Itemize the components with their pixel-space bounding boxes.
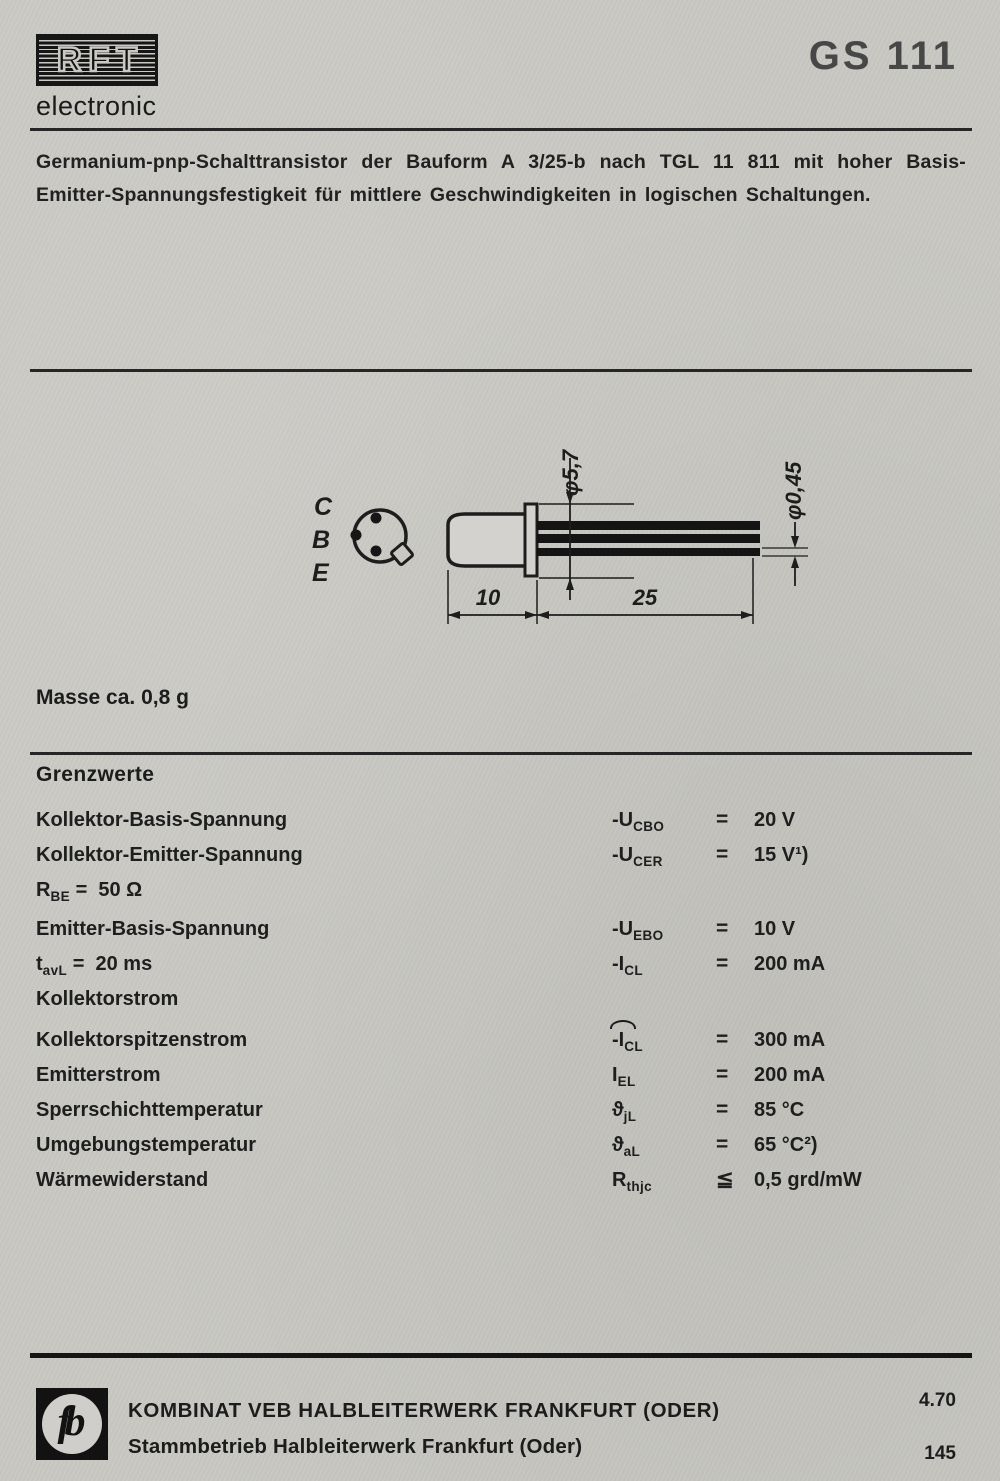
rft-logo-subtitle: electronic	[36, 91, 157, 121]
limit-relation: =	[716, 917, 729, 940]
limit-value: 300 mA	[754, 1029, 826, 1051]
transistor-flange	[525, 504, 537, 576]
limit-row	[36, 985, 970, 1013]
limit-row	[36, 1096, 970, 1131]
dim-arrow	[741, 611, 753, 619]
rft-logo	[36, 34, 158, 122]
pin-label-collector: C	[314, 493, 333, 521]
dim-arrow	[525, 611, 537, 619]
limit-label: Kollektorstrom	[36, 988, 179, 1010]
header-divider	[30, 128, 972, 131]
limit-relation: =	[716, 952, 729, 975]
footer-edition-date: 4.70	[919, 1390, 956, 1411]
limit-row	[36, 1131, 970, 1166]
limits-divider	[30, 752, 972, 755]
footer-company-line2: Stammbetrieb Halbleiterwerk Frankfurt (Oder)	[128, 1435, 583, 1458]
limit-value: 200 mA	[754, 1064, 826, 1086]
limit-condition-row	[36, 876, 970, 911]
limit-label: Umgebungstemperatur	[36, 1134, 257, 1156]
dim-label-lead-length: 25	[632, 585, 658, 610]
limit-symbol: $I_{EL}$	[612, 1064, 636, 1089]
limit-label: Kollektor-Basis-Spannung	[36, 809, 288, 831]
rft-logo-box	[36, 34, 158, 86]
limit-symbol: $ϑ_{aL}$	[612, 1134, 641, 1159]
mass-note: Masse ca. 0,8 g	[36, 686, 189, 709]
peak-hat-mark	[610, 1020, 636, 1029]
limit-condition: $t_{avL} = 20$ ms	[36, 953, 153, 978]
dim-arrow	[537, 611, 549, 619]
limit-row	[36, 841, 970, 876]
hfo-logo-circle	[42, 1394, 102, 1454]
limit-label: Kollektor-Emitter-Spannung	[36, 844, 303, 866]
section-divider-top	[30, 369, 972, 372]
dim-arrow	[566, 578, 574, 590]
limit-symbol: $-U_{EBO}$	[612, 918, 664, 943]
limit-row	[36, 1061, 970, 1096]
part-number: GS 111	[808, 34, 958, 78]
limit-row	[36, 950, 970, 985]
device-description: Germanium-pnp-Schalttransistor der Bauform A 3/25-b nach TGL 11 811 mit hoher Basis-Emitter-Spannungsfestigkeit für mittlere Geschwindigkeiten in logischen Schaltungen.	[36, 151, 966, 206]
limit-condition: $R_{BE} = 50$ Ω	[36, 879, 143, 904]
limit-value: 200 mA	[754, 953, 826, 975]
limit-relation: =	[716, 808, 729, 831]
limit-value: 85 °C	[754, 1099, 805, 1121]
dim-label-body-diameter: φ5,7	[558, 449, 583, 496]
limit-row	[36, 1026, 970, 1061]
limit-label: Wärmewiderstand	[36, 1169, 209, 1191]
limit-relation: =	[716, 1133, 729, 1156]
footer-company-line1: KOMBINAT VEB HALBLEITERWERK FRANKFURT (ODER)	[128, 1399, 720, 1422]
dim-arrow	[791, 556, 799, 568]
limit-symbol: $ϑ_{jL}$	[612, 1099, 637, 1124]
limit-value: 20 V	[754, 809, 796, 831]
dim-label-body-length: 10	[475, 585, 501, 610]
limit-relation: ≦	[716, 1168, 734, 1191]
pin-label-base: B	[312, 526, 331, 554]
limit-row	[36, 1166, 970, 1201]
limit-value: 10 V	[754, 918, 796, 940]
hfo-logo	[36, 1388, 108, 1460]
limit-value: 0,5 grd/mW	[754, 1169, 862, 1191]
dim-arrow	[448, 611, 460, 619]
limit-symbol: $-U_{CER}$	[612, 844, 663, 869]
limit-symbol: $-I_{CL}$	[612, 1026, 716, 1061]
transistor-body	[448, 514, 528, 566]
limit-relation: =	[716, 1028, 729, 1051]
rft-logo-text: RFT	[56, 40, 145, 79]
limit-relation: =	[716, 1063, 729, 1086]
dim-arrow	[791, 536, 799, 548]
package-outline-drawing	[298, 428, 822, 636]
limit-symbol: $-I_{CL}$	[612, 953, 644, 978]
limit-row	[36, 915, 970, 950]
pin-dot-collector	[371, 513, 382, 524]
limit-value: 15 V¹)	[754, 844, 809, 866]
limit-label: Kollektorspitzenstrom	[36, 1029, 248, 1051]
pin-dot-emitter	[371, 546, 382, 557]
pin-label-emitter: E	[312, 559, 329, 587]
limit-label: Emitterstrom	[36, 1064, 161, 1086]
pin-dot-base	[351, 530, 362, 541]
limit-relation: =	[716, 1098, 729, 1121]
pinout-index-tab	[391, 543, 414, 566]
limit-symbol: $R_{thjc}$	[612, 1169, 653, 1194]
limit-label: Sperrschichttemperatur	[36, 1099, 263, 1121]
footer-page-number: 145	[924, 1443, 956, 1464]
limit-relation: =	[716, 843, 729, 866]
limits-title: Grenzwerte	[36, 763, 155, 786]
limits-table	[36, 806, 970, 1201]
footer-divider	[30, 1353, 972, 1358]
limit-label: Emitter-Basis-Spannung	[36, 918, 270, 940]
limit-value: 65 °C²)	[754, 1134, 818, 1156]
hfo-logo-glyph: fb	[57, 1399, 79, 1445]
limit-symbol: $-U_{CBO}$	[612, 809, 665, 834]
limit-row	[36, 806, 970, 841]
dim-label-lead-diameter: φ0,45	[781, 461, 806, 520]
